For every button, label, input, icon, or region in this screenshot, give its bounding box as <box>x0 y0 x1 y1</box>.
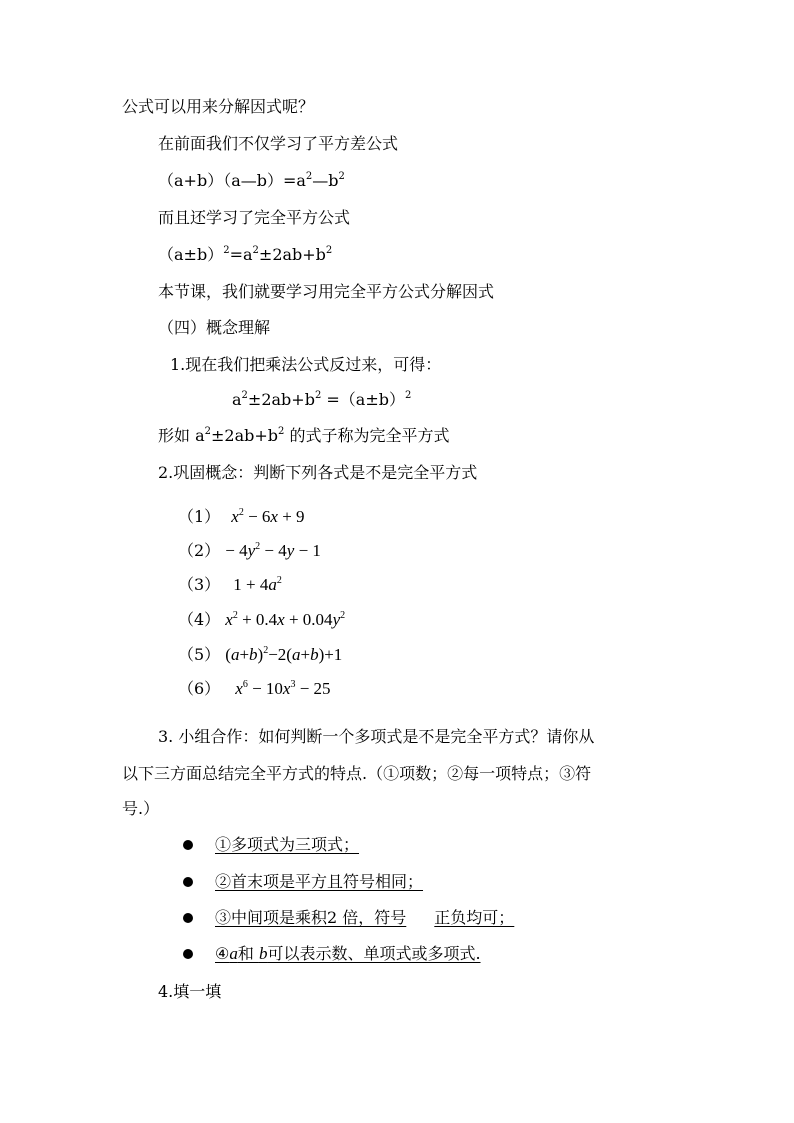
exercise-5 <box>178 645 342 665</box>
formula-exponent: 2 <box>338 171 345 182</box>
exercise-4 <box>178 610 345 630</box>
exercise-label: （4） <box>178 610 221 629</box>
formula-part: a <box>232 390 242 409</box>
bullet-item-4 <box>215 944 481 964</box>
exercise-expression: $x^6 - 10x^3 - 25$ <box>235 679 331 698</box>
bullet-text: ①多项式为三项式； <box>215 835 360 854</box>
formula-part: =a <box>229 245 253 264</box>
section-heading: （四）概念理解 <box>158 318 271 337</box>
formula-part: —b <box>312 171 339 190</box>
formula-exponent: 2 <box>252 245 259 256</box>
item-4: 4.填一填 <box>158 982 222 1001</box>
item-1: 1.现在我们把乘法公式反过来，可得： <box>170 355 442 374</box>
formula-exponent: 2 <box>204 426 212 437</box>
exercise-expression: − $4y^2 - 4y - 1$ <box>225 541 321 560</box>
item-2: 2.巩固概念：判断下列各式是不是完全平方式 <box>158 463 478 482</box>
exercise-3 <box>178 575 282 595</box>
exercise-expression: $x^2 + 0.4x + 0.04y^2$ <box>225 610 346 629</box>
bullet-dot-icon <box>183 949 193 959</box>
exercise-2 <box>178 541 321 561</box>
item-3-line-3: 号.） <box>122 799 160 818</box>
exercise-expression: $1 + 4a^2$ <box>233 575 282 594</box>
bullet-item-2 <box>215 872 423 892</box>
exercise-label: （1） <box>178 507 221 526</box>
definition-part: 的式子称为完全平方式 <box>284 426 450 445</box>
bullet-dot-icon <box>183 840 193 850</box>
exercise-expression: $x^2 - 6x + 9$ <box>231 507 305 526</box>
formula-perfect-square <box>158 245 332 265</box>
formula-part: =（a±b） <box>321 390 405 409</box>
formula-difference-of-squares <box>158 171 345 191</box>
formula-exponent: 2 <box>241 390 248 401</box>
definition-part: ±2ab+b <box>211 426 279 445</box>
exercise-6 <box>178 679 331 699</box>
formula-exponent: 2 <box>305 171 313 182</box>
exercise-expression: $(a+b)^2-2(a+b)+1$ <box>225 645 343 664</box>
bullet-item-3 <box>215 908 514 928</box>
exercise-label: （5） <box>178 645 221 664</box>
formula-exponent: 2 <box>325 245 333 256</box>
formula-part: （a+b）（a—b）=a <box>158 171 306 190</box>
text-definition <box>158 426 450 446</box>
formula-exponent: 2 <box>314 390 322 401</box>
formula-part: （a±b） <box>158 245 224 264</box>
formula-part: ±2ab+b <box>258 245 326 264</box>
text-learned-difference: 在前面我们不仅学习了平方差公式 <box>158 134 399 153</box>
formula-exponent: 2 <box>278 426 285 437</box>
formula-exponent: 2 <box>223 245 230 256</box>
text-learned-perfect-square: 而且还学习了完全平方公式 <box>158 208 351 227</box>
exercise-label: （6） <box>178 679 221 698</box>
item-3-line-1: 3. 小组合作：如何判断一个多项式是不是完全平方式？请你从 <box>158 727 595 746</box>
definition-part: 形如 a <box>158 426 205 445</box>
bullet-text: ④a和 b可以表示数、单项式或多项式. <box>215 944 481 963</box>
text-intro: 公式可以用来分解因式呢？ <box>122 97 315 116</box>
bullet-item-1 <box>215 835 359 855</box>
exercise-label: （2） <box>178 541 221 560</box>
formula-part: ±2ab+b <box>247 390 315 409</box>
exercise-1 <box>178 507 305 527</box>
bullet-dot-icon <box>183 877 193 887</box>
bullet-text: ③中间项是乘积2 倍，符号 正负均可； <box>215 908 515 927</box>
bullet-dot-icon <box>183 913 193 923</box>
item-3-line-2: 以下三方面总结完全平方式的特点.（①项数；②每一项特点；③符 <box>122 764 592 783</box>
text-this-lesson: 本节课，我们就要学习用完全平方公式分解因式 <box>158 282 495 301</box>
formula-exponent: 2 <box>405 390 412 401</box>
formula-reverse <box>232 390 411 410</box>
exercise-label: （3） <box>178 575 221 594</box>
bullet-text: ②首末项是平方且符号相同； <box>215 872 424 891</box>
